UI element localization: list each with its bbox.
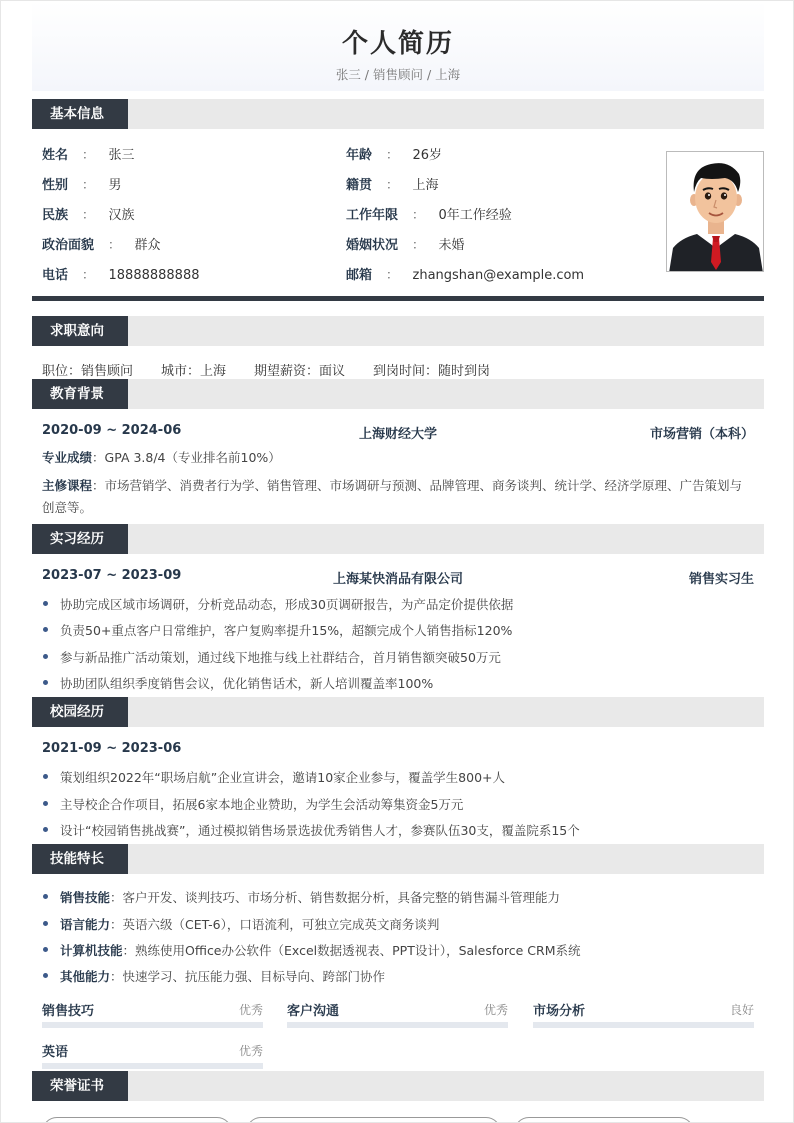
campus-row — [42, 741, 754, 761]
info-value: 18888888888 — [108, 268, 200, 283]
intent-salary: 期望薪资：面议 — [254, 364, 346, 379]
skill-meter-level: 优秀 — [238, 1044, 263, 1058]
skill-meter — [42, 1000, 263, 1030]
education-row — [42, 423, 754, 443]
bullet-icon — [43, 801, 48, 806]
info-value: 未婚 — [438, 238, 465, 253]
skill-meter-level: 优秀 — [483, 1003, 508, 1017]
list-item-text: 参与新品推广活动策划，通过线下地推与线上社群结合，首月销售额突破50万元 — [60, 650, 501, 665]
info-label: 性别 — [42, 178, 69, 193]
info-ethnicity — [42, 204, 135, 223]
education-major: 市场营销（本科） — [649, 427, 754, 442]
section-header-internship — [32, 524, 764, 554]
info-marital — [346, 234, 465, 253]
skill-text: ：快速学习、抗压能力强、目标导向、跨部门协作 — [110, 969, 386, 984]
education-period: 2020-09 ~ 2024-06 — [42, 423, 182, 438]
info-label: 工作年限 — [346, 208, 399, 223]
info-colon: ： — [412, 237, 425, 252]
info-label: 民族 — [42, 208, 69, 223]
skill-meter-track — [42, 1022, 263, 1028]
bullet-icon — [43, 654, 48, 659]
list-item — [42, 648, 754, 666]
info-value: 男 — [108, 178, 122, 193]
bullet-icon — [43, 601, 48, 606]
info-value: 张三 — [108, 148, 135, 163]
bullet-icon — [43, 680, 48, 685]
page-title: 个人简历 — [341, 29, 454, 59]
list-item-text: 负责50+重点客户日常维护，客户复购率提升15%，超额完成个人销售指标120% — [60, 623, 513, 638]
info-email — [346, 264, 584, 283]
info-hometown — [346, 174, 439, 193]
skill-label: 其他能力 — [60, 969, 111, 984]
honor-badge — [42, 1117, 232, 1123]
info-value: 0年工作经验 — [438, 208, 512, 223]
section-title: 校园经历 — [32, 697, 128, 727]
info-colon: ： — [82, 177, 95, 192]
list-item — [42, 967, 754, 985]
skill-label: 销售技能 — [60, 890, 111, 905]
info-value: zhangshan@example.com — [412, 268, 585, 283]
campus-period: 2021-09 ~ 2023-06 — [42, 741, 182, 756]
list-item — [42, 674, 754, 692]
internship-row — [42, 568, 754, 588]
list-item-text: 协助完成区域市场调研，分析竞品动态，形成30页调研报告，为产品定价提供依据 — [60, 597, 514, 612]
gpa-label: 专业成绩 — [42, 450, 93, 465]
skill-label: 语言能力 — [60, 917, 111, 932]
resume-header — [32, 1, 764, 91]
info-name — [42, 144, 135, 163]
honor-badge — [514, 1117, 694, 1123]
skill-meter-level: 良好 — [729, 1003, 754, 1017]
section-header-basic — [32, 99, 764, 129]
bullet-icon — [43, 921, 48, 926]
bullet-icon — [43, 827, 48, 832]
section-title: 求职意向 — [32, 316, 128, 346]
skill-text: ：熟练使用Office办公软件（Excel数据透视表、PPT设计），Salesforce CRM系统 — [122, 943, 581, 958]
skill-meter-name: 销售技巧 — [42, 1004, 95, 1019]
info-label: 姓名 — [42, 148, 69, 163]
skill-text: ：客户开发、谈判技巧、市场分析、销售数据分析，具备完整的销售漏斗管理能力 — [110, 890, 561, 905]
info-label: 年龄 — [346, 148, 373, 163]
skill-meter-track — [42, 1063, 263, 1069]
list-item — [42, 888, 754, 906]
skill-text: ：英语六级（CET-6），口语流利，可独立完成英文商务谈判 — [110, 917, 440, 932]
list-item — [42, 915, 754, 933]
intent-position: 职位：销售顾问 — [42, 364, 134, 379]
skill-meter-track — [287, 1022, 508, 1028]
honor-badge — [246, 1117, 501, 1123]
section-title: 实习经历 — [32, 524, 128, 554]
info-colon: ： — [108, 237, 121, 252]
info-colon: ： — [386, 267, 399, 282]
info-colon: ： — [412, 207, 425, 222]
internship-company: 上海某快消品有限公司 — [332, 572, 463, 587]
skill-meter — [42, 1041, 263, 1071]
avatar-photo — [666, 151, 764, 272]
info-value: 汉族 — [108, 208, 135, 223]
skill-meter-name: 客户沟通 — [287, 1004, 340, 1019]
info-label: 籍贯 — [346, 178, 373, 193]
skill-label: 计算机技能 — [60, 943, 123, 958]
list-item — [42, 621, 754, 639]
skill-meter — [287, 1000, 508, 1030]
info-gender — [42, 174, 122, 193]
courses-value: ：市场营销学、消费者行为学、销售管理、市场调研与预测、品牌管理、商务谈判、统计学、经济学原理、广告策划与创意等。 — [42, 478, 743, 515]
bullet-icon — [43, 973, 48, 978]
page-subtitle: 张三 / 销售顾问 / 上海 — [335, 67, 461, 82]
list-item-text: 协助团队组织季度销售会议，优化销售话术，新人培训覆盖率100% — [60, 676, 434, 691]
list-item — [42, 821, 754, 839]
skill-meter-track — [533, 1022, 754, 1028]
skill-meter-name: 市场分析 — [533, 1004, 586, 1019]
info-value: 群众 — [134, 238, 161, 253]
info-years — [346, 204, 512, 223]
section-title: 技能特长 — [32, 844, 128, 874]
education-school: 上海财经大学 — [358, 427, 437, 442]
skill-meter-level: 优秀 — [238, 1003, 263, 1017]
info-label: 电话 — [42, 268, 69, 283]
info-phone — [42, 264, 199, 283]
section-header-skills — [32, 844, 764, 874]
intent-city: 城市：上海 — [161, 364, 227, 379]
section-divider — [32, 296, 764, 301]
section-title: 教育背景 — [32, 379, 128, 409]
skill-meter — [533, 1000, 754, 1030]
bullet-icon — [43, 894, 48, 899]
avatar-illustration-icon — [667, 152, 764, 272]
info-colon: ： — [82, 267, 95, 282]
list-item-text: 设计“校园销售挑战赛”，通过模拟销售场景选拔优秀销售人才，参赛队伍30支，覆盖院系15个 — [60, 823, 580, 838]
skill-meter-name: 英语 — [42, 1045, 69, 1060]
bullet-icon — [43, 627, 48, 632]
info-politics — [42, 234, 161, 253]
section-title: 荣誉证书 — [32, 1071, 128, 1101]
section-header-honors — [32, 1071, 764, 1101]
list-item — [42, 795, 754, 813]
section-header-intent — [32, 316, 764, 346]
intent-availability: 到岗时间：随时到岗 — [373, 364, 491, 379]
list-item-text: 主导校企合作项目，拓展6家本地企业赞助，为学生会活动筹集资金5万元 — [60, 797, 464, 812]
info-colon: ： — [386, 177, 399, 192]
info-label: 婚姻状况 — [346, 238, 399, 253]
courses-label: 主修课程 — [42, 478, 93, 493]
gpa-value: ：GPA 3.8/4（专业排名前10%） — [92, 450, 281, 465]
info-age — [346, 144, 442, 163]
info-label: 政治面貌 — [42, 238, 95, 253]
education-courses — [42, 475, 754, 519]
list-item — [42, 941, 754, 959]
info-value: 26岁 — [412, 148, 443, 163]
bullet-icon — [43, 947, 48, 952]
section-title: 基本信息 — [32, 99, 128, 129]
list-item — [42, 768, 754, 786]
list-item — [42, 595, 754, 613]
section-header-education — [32, 379, 764, 409]
info-colon: ： — [386, 147, 399, 162]
internship-period: 2023-07 ~ 2023-09 — [42, 568, 182, 583]
info-colon: ： — [82, 207, 95, 222]
bullet-icon — [43, 774, 48, 779]
internship-role: 销售实习生 — [688, 572, 754, 587]
education-gpa — [42, 447, 754, 469]
info-colon: ： — [82, 147, 95, 162]
section-header-campus — [32, 697, 764, 727]
list-item-text: 策划组织2022年“职场启航”企业宣讲会，邀请10家企业参与，覆盖学生800+人 — [60, 770, 506, 785]
info-label: 邮箱 — [346, 268, 373, 283]
info-value: 上海 — [412, 178, 439, 193]
